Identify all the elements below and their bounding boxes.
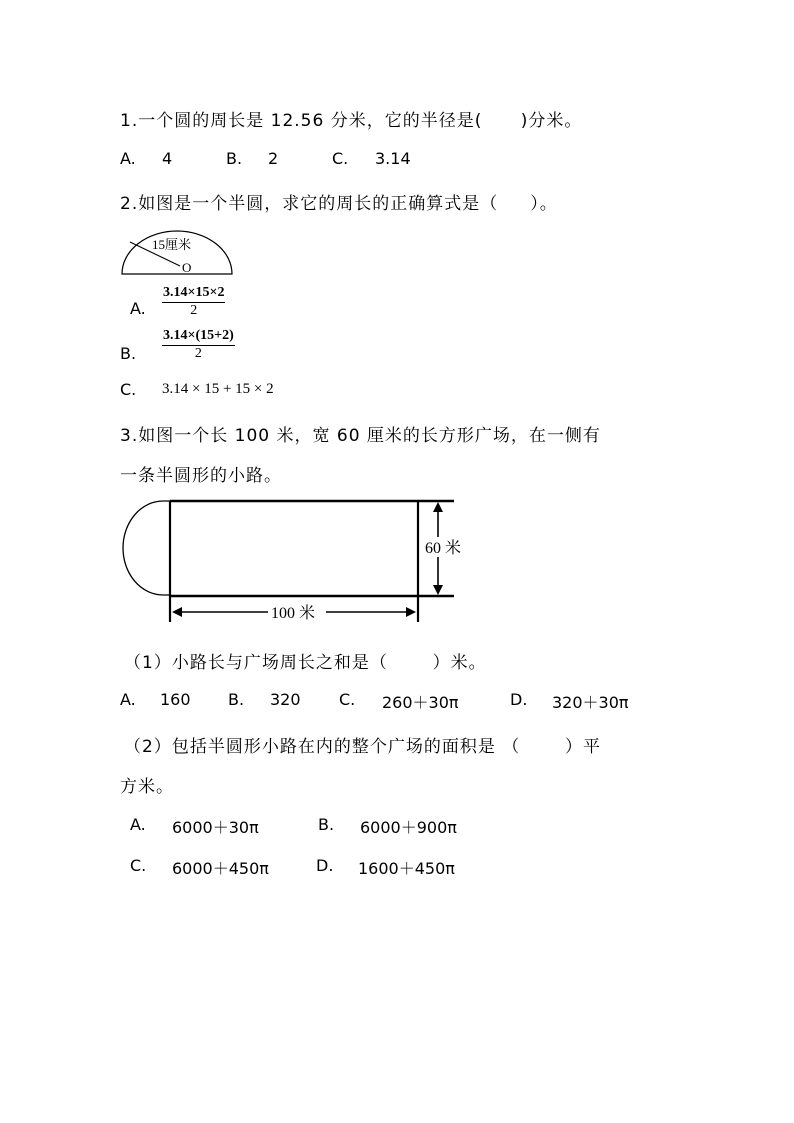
q1-option-a-label: A. xyxy=(120,149,136,168)
q3-sub2-option-a-value: 6000＋30π xyxy=(172,818,259,837)
width-label: 60 米 xyxy=(425,540,462,557)
q2-option-b-fraction xyxy=(162,327,235,362)
q3-sub2-option-c-value: 6000＋450π xyxy=(172,859,269,878)
q2-option-c-label: C. xyxy=(120,380,137,399)
q2-option-b-numerator: 3.14×(15+2) xyxy=(162,327,235,346)
q1-option-c-value: 3.14 xyxy=(375,149,411,168)
q2-option-a-fraction xyxy=(162,284,225,319)
q2-option-b-denominator: 2 xyxy=(194,346,202,361)
q1-option-c-label: C. xyxy=(332,149,349,168)
q3-sub2-option-c-label: C. xyxy=(130,856,147,875)
rectangle-path-figure xyxy=(118,492,478,632)
q3-sub1-option-b-label: B. xyxy=(228,690,245,709)
q3-stem-line1: 3.如图一个长 100 米，宽 60 厘米的长方形广场，在一侧有 xyxy=(120,426,601,446)
q1-option-a-value: 4 xyxy=(162,149,173,168)
q3-sub1-option-d-label: D. xyxy=(510,690,528,709)
q2-option-a-label: A. xyxy=(130,299,146,318)
semicircle-figure xyxy=(118,220,238,280)
q3-sub2-option-b-value: 6000＋900π xyxy=(360,818,457,837)
q2-option-a-numerator: 3.14×15×2 xyxy=(162,284,225,303)
q2-option-a-denominator: 2 xyxy=(190,303,198,318)
q1-option-b-label: B. xyxy=(226,149,243,168)
semicircle-path xyxy=(123,501,170,595)
q3-sub1-option-a-label: A. xyxy=(120,690,136,709)
q3-sub1-option-c-label: C. xyxy=(339,690,356,709)
q2-option-c-expression: 3.14 × 15 + 15 × 2 xyxy=(162,381,274,397)
q3-sub2-stem-line1: （2）包括半圆形小路在内的整个广场的面积是 （ ）平 xyxy=(124,737,602,757)
q3-sub2-option-b-label: B. xyxy=(318,815,335,834)
q1-option-b-value: 2 xyxy=(268,149,279,168)
q2-stem: 2.如图是一个半圆，求它的周长的正确算式是（ ）。 xyxy=(120,194,558,214)
q3-sub1-stem: （1）小路长与广场周长之和是（ ）米。 xyxy=(124,653,487,673)
q3-sub1-option-c-value: 260＋30π xyxy=(382,693,459,712)
q3-sub2-option-a-label: A. xyxy=(130,815,146,834)
q3-sub2-option-d-label: D. xyxy=(316,856,334,875)
q3-sub1-option-b-value: 320 xyxy=(270,690,301,709)
q3-sub1-option-d-value: 320＋30π xyxy=(552,693,629,712)
semicircle-center-label: O xyxy=(182,260,192,275)
q3-stem-line2: 一条半圆形的小路。 xyxy=(120,466,282,486)
q1-stem: 1.一个圆的周长是 12.56 分米，它的半径是( )分米。 xyxy=(120,111,583,131)
semicircle-radius-label: 15厘米 xyxy=(152,237,192,252)
q3-sub1-option-a-value: 160 xyxy=(160,690,191,709)
q3-sub2-stem-line2: 方米。 xyxy=(120,777,174,797)
q2-option-b-label: B. xyxy=(120,344,137,363)
length-label: 100 米 xyxy=(271,605,316,622)
q3-sub2-option-d-value: 1600＋450π xyxy=(358,859,455,878)
